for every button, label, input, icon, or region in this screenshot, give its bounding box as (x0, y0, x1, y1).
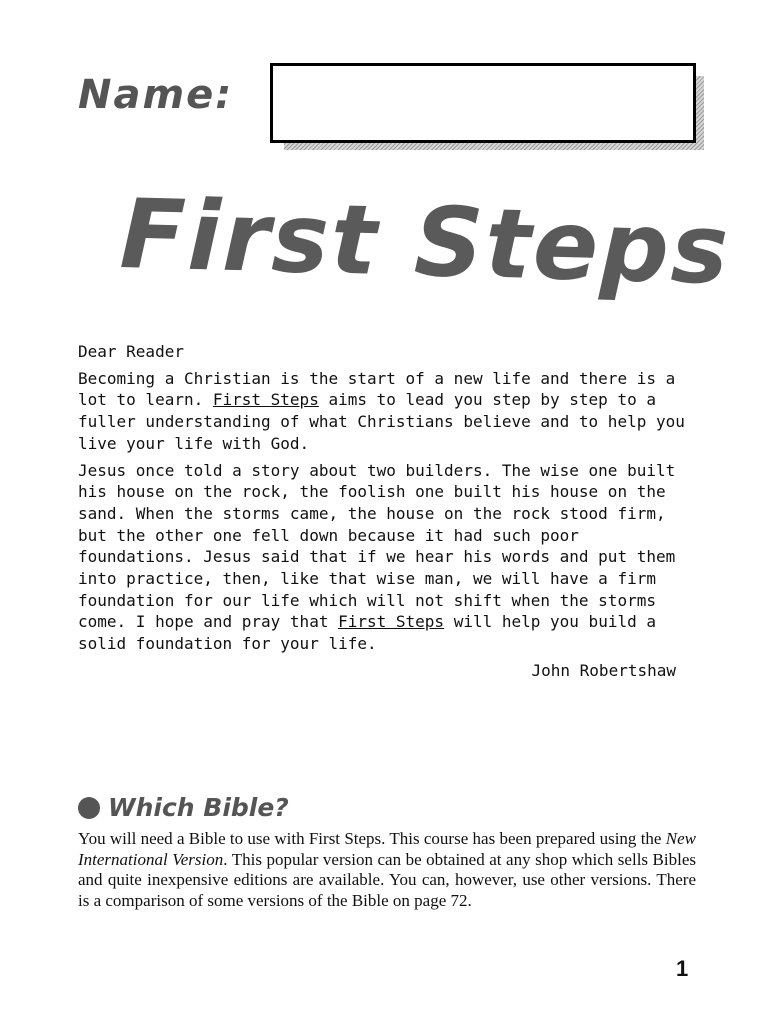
page-title: First Steps (118, 178, 732, 306)
bible-version-name: New International Version (78, 829, 696, 869)
letter-paragraph-1 (78, 368, 698, 455)
first-steps-underlined: First Steps (212, 390, 319, 410)
bible-para-text-end: . This popular version can be obtained at any shop which sells Bibles and quite inexpensive editions are available. You can, however, use other versions. There is a comparison of some versions of the Bible on page 72. (78, 849, 696, 910)
signature: John Robertshaw (531, 660, 676, 680)
name-label: Name: (78, 72, 234, 118)
section-heading (78, 793, 289, 822)
first-steps-underlined: First Steps (338, 612, 445, 632)
letter (78, 341, 698, 682)
bible-para-text: You will need a Bible to use with First Steps. This course has been prepared using the (78, 829, 666, 848)
bullet-icon (78, 797, 100, 819)
section-title: Which Bible? (108, 793, 289, 822)
bible-paragraph (78, 829, 696, 911)
letter-p1-text: Becoming a Christian is the start of a new life and there is a lot to learn. (78, 368, 676, 410)
letter-p1-text-end: aims to lead you step by step to a fuller understanding of what Christians believe and to help you live your life with God. (78, 390, 685, 453)
page-number: 1 (676, 956, 689, 981)
letter-paragraph-2 (78, 460, 698, 655)
name-field[interactable] (270, 63, 696, 143)
letter-p2-text-end: will help you build a solid foundation for your life. (78, 612, 656, 654)
letter-greeting: Dear Reader (78, 342, 184, 361)
letter-p2-text: Jesus once told a story about two builders. The wise one built his house on the rock, the foolish one built his house on the sand. When the storms came, the house on the rock stood firm, but the other one fell down because it had such poor foundations. Jesus said that if we hear his words and put them into practice, then, like that wise man, we will have a firm foundation for our life which will not shift when the storms come. I hope and pray that (78, 460, 676, 632)
